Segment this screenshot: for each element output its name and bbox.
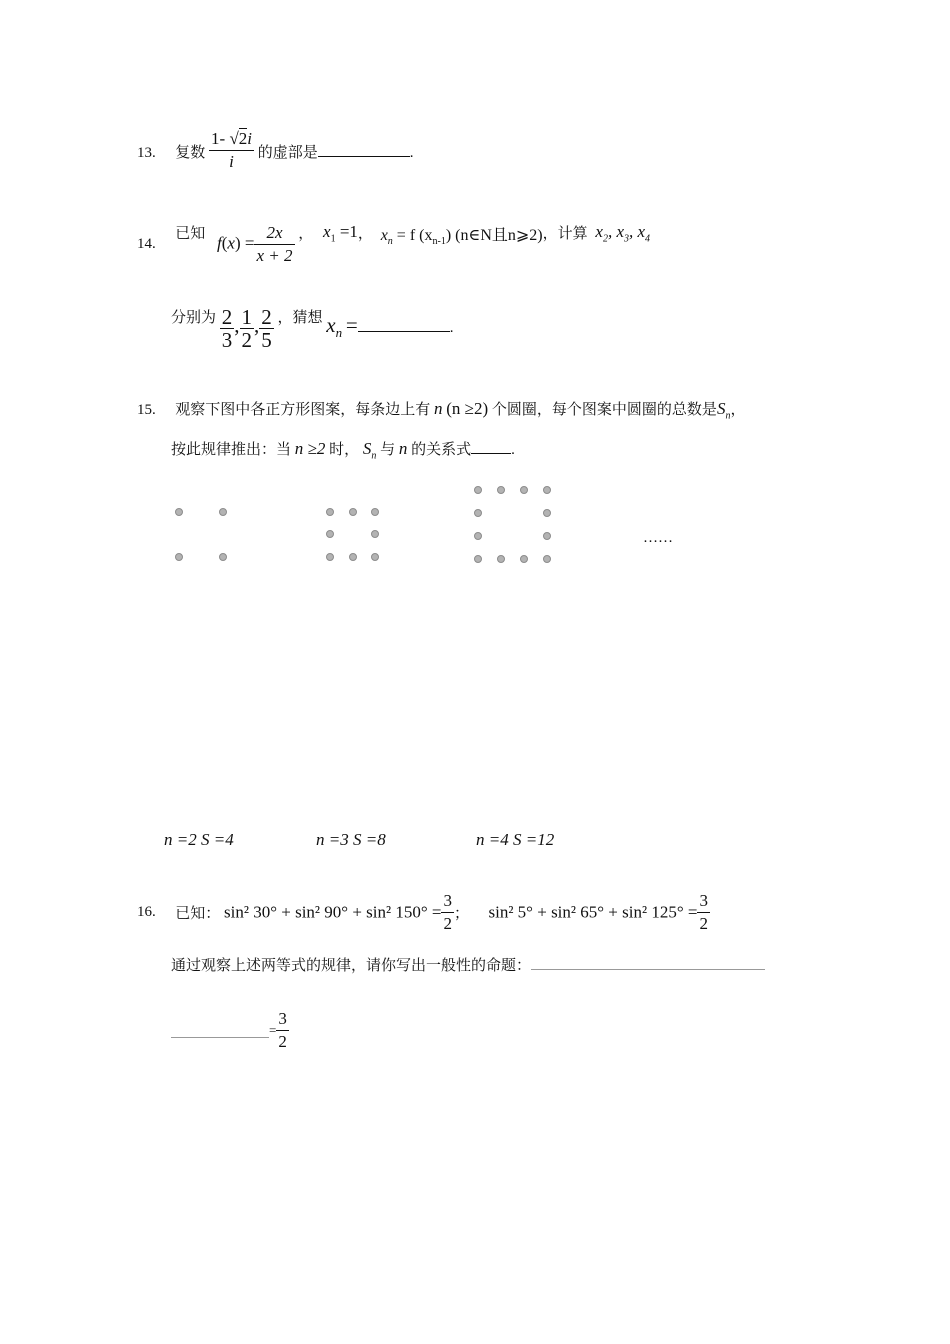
q14-function: f(x) = $\frac{2x}{x + 2}$: [217, 223, 293, 265]
circle: [474, 555, 482, 563]
q15-n-ge: n ≥2: [294, 439, 326, 458]
q14-x: x: [227, 233, 235, 253]
circle: [543, 555, 551, 563]
q14-frac-num: 2x: [254, 222, 294, 245]
q15-text-f: 的关系式: [411, 442, 472, 458]
q16-eq1: sin² 30° + sin² 90° + sin² 150° =: [224, 902, 442, 922]
q16-frac-1: $\frac{3}{2}$: [443, 891, 452, 933]
q13-fraction: [209, 128, 254, 173]
q15-n-2: n: [398, 439, 408, 458]
q13: [137, 129, 414, 173]
q16-known: 已知：: [175, 906, 221, 922]
pattern-ellipsis: ……: [643, 530, 673, 546]
circle: [371, 530, 379, 538]
q16-line2: [171, 954, 765, 975]
circle: [543, 532, 551, 540]
q16-frac-2: $\frac{3}{2}$: [699, 891, 708, 933]
q16-frac-3: $\frac{3}{2}$: [278, 1009, 287, 1051]
q14-eq2: =: [345, 312, 358, 337]
q13-i: i: [247, 129, 253, 148]
q15-line1: 15. 观察下图中各正方形图案，每条边上有 n (n ≥2) 个圆圈，每个图案中圆圈的总数是$S_n$，: [137, 399, 746, 422]
q14-frac-den: x + 2: [256, 246, 293, 265]
q14-number: 14.: [137, 235, 156, 252]
q15-text-e: 与: [380, 442, 396, 458]
circle: [349, 553, 357, 561]
q13-denominator: i: [229, 152, 234, 171]
q15-answer-blank: [471, 439, 511, 454]
q16-line1: 16. 已知： sin² 30° + sin² 90° + sin² 150° = $\frac{3}{2}$ ； sin² 5° + sin² 65° + sin² 125° = $\frac{3}{2}$: [137, 891, 708, 933]
q14-line2-prefix: 分别为: [171, 310, 217, 326]
circle: [497, 555, 505, 563]
q14-guess: ，猜想: [277, 310, 323, 326]
caption-n2: n =2 S =4: [164, 830, 234, 849]
caption-n3: n =3 S =8: [316, 830, 386, 849]
q14-value-3: $\frac{2}{5}$: [261, 305, 272, 352]
circle: [474, 532, 482, 540]
circle: [175, 553, 183, 561]
circle: [219, 553, 227, 561]
q14-xn: $x_n$: [326, 312, 343, 341]
q14-eq: =: [244, 233, 255, 253]
circle: [326, 508, 334, 516]
q16-answer-blank-2: [171, 1023, 269, 1038]
q13-answer-blank: [318, 142, 410, 157]
circle: [326, 553, 334, 561]
q13-suffix: 的虚部是: [257, 144, 318, 161]
q14-value-1: $\frac{2}{3}$: [221, 305, 233, 352]
circle: [474, 486, 482, 494]
q13-sqrt-body: 2: [238, 129, 248, 148]
circle: [520, 486, 528, 494]
circle: [175, 508, 183, 516]
caption-n4: n =4 S =12: [476, 830, 555, 849]
q14-answer-blank: [358, 317, 450, 332]
q14-value-2: $\frac{1}{2}$: [241, 305, 253, 352]
circle: [497, 486, 505, 494]
q14-x2x3x4: $x_2$, $x_3$, $x_4$: [595, 222, 651, 245]
q16-equals: =: [269, 1022, 277, 1038]
q16-prompt: 通过观察上述两等式的规律，请你写出一般性的命题：: [171, 958, 532, 974]
q15-line2: 按此规律推出：当 n ≥2 时， $S_n$ 与 n 的关系式 .: [171, 439, 515, 462]
circle: [371, 553, 379, 561]
q16-number: 16.: [137, 904, 156, 920]
q14-known: 已知: [175, 226, 206, 242]
q15-number: 15.: [137, 402, 156, 418]
q16-answer-blank-1: [531, 955, 765, 970]
q14-recurrence: $x_n = f$ $(x_{n-1})$ (n∈N且n⩾2): [380, 227, 543, 248]
q14-line2: 分别为 $\frac{2}{3}$ , $\frac{1}{2}$ , $\frac{2}{5}$ ，猜想 $x_n$ = .: [171, 305, 454, 352]
q16-eq2: sin² 5° + sin² 65° + sin² 125° =: [488, 902, 698, 922]
q14-f: f: [217, 233, 222, 253]
q15-text-c: 按此规律推出：当: [171, 442, 292, 458]
q15-Sn: $S_n$: [716, 399, 731, 422]
q13-end: .: [409, 144, 414, 161]
circle: [219, 508, 227, 516]
q16-line3: [171, 1008, 289, 1053]
q14-calc: ，计算: [542, 226, 588, 242]
q15-cond: (n ≥2): [446, 399, 489, 418]
circle: [349, 508, 357, 516]
circle: [474, 509, 482, 517]
q13-numerator: 1-: [211, 129, 230, 148]
q13-number: 13.: [137, 144, 156, 161]
circle: [371, 508, 379, 516]
q14-x1: $x_1 =1$: [323, 222, 358, 245]
sqrt-symbol: √: [229, 129, 239, 148]
q15-text-b: 个圆圈，每个图案中圆圈的总数是: [491, 402, 717, 418]
circle: [520, 555, 528, 563]
q15-Sn-2: $S_n$: [362, 439, 377, 462]
q13-prefix: 复数: [175, 144, 206, 161]
q15-n: n: [434, 399, 443, 418]
circle: [326, 530, 334, 538]
q15-text-d: 时，: [329, 442, 360, 458]
q14-line1: 14. 已知 f(x) = $\frac{2x}{x + 2}$ ， $x_1 =1$， $x_n = f$ $(x_{n-1})$ (n∈N且n⩾2)，计算 $x_2$, $x_3$, $x_4$: [137, 222, 651, 265]
circle: [543, 486, 551, 494]
circle: [543, 509, 551, 517]
q15-text-a: 观察下图中各正方形图案，每条边上有: [175, 402, 431, 418]
